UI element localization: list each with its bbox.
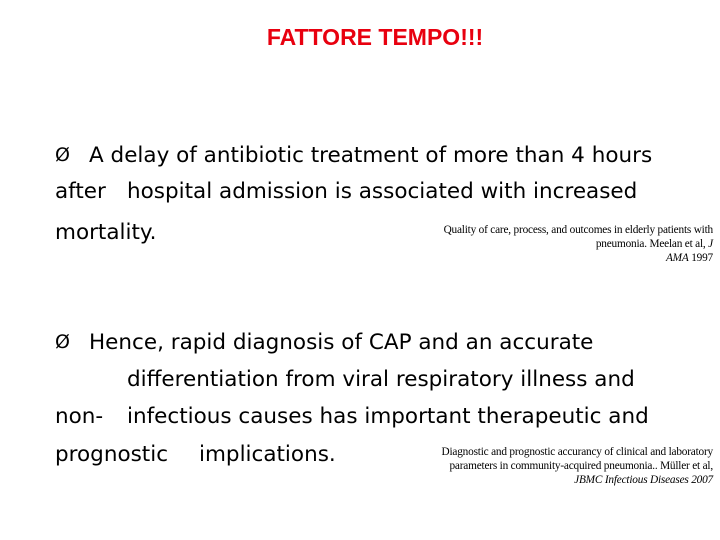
citation-muller-line2: parameters in community-acquired pneumonia.. Müller et al, (449, 460, 713, 472)
slide-title: FATTORE TEMPO!!! (266, 24, 484, 50)
citation-muller-line3: JBMC Infectious Diseases 2007 (574, 474, 713, 486)
point1-line3: mortality. (55, 220, 157, 245)
bullet-arrow-icon: Ø (55, 144, 70, 166)
point2-line3-start: non- (55, 404, 104, 429)
point2-line1: Hence, rapid diagnosis of CAP and an accurate (89, 330, 594, 355)
point2-line2: differentiation from viral respiratory illness and (127, 367, 635, 392)
point1-line2-rest: hospital admission is associated with increased (127, 179, 638, 204)
citation-muller-line1: Diagnostic and prognostic accurancy of clinical and laboratory (441, 446, 713, 458)
point2-line4-rest: implications. (199, 442, 336, 467)
citation-meelan-line2: pneumonia. Meelan et al, J (595, 238, 713, 250)
point2-line4-start: prognostic (55, 442, 169, 467)
point1-line1: A delay of antibiotic treatment of more than 4 hours (89, 143, 653, 168)
citation-meelan-line1: Quality of care, process, and outcomes in elderly patients with (443, 224, 713, 236)
point2-line3-rest: infectious causes has important therapeutic and (127, 404, 649, 429)
point1-line2-start: after (55, 179, 106, 204)
citation-meelan-line3: AMA 1997 (665, 252, 713, 264)
citation-meelan (444, 223, 713, 265)
bullet-arrow-icon: Ø (55, 331, 70, 353)
citation-muller (442, 445, 713, 487)
